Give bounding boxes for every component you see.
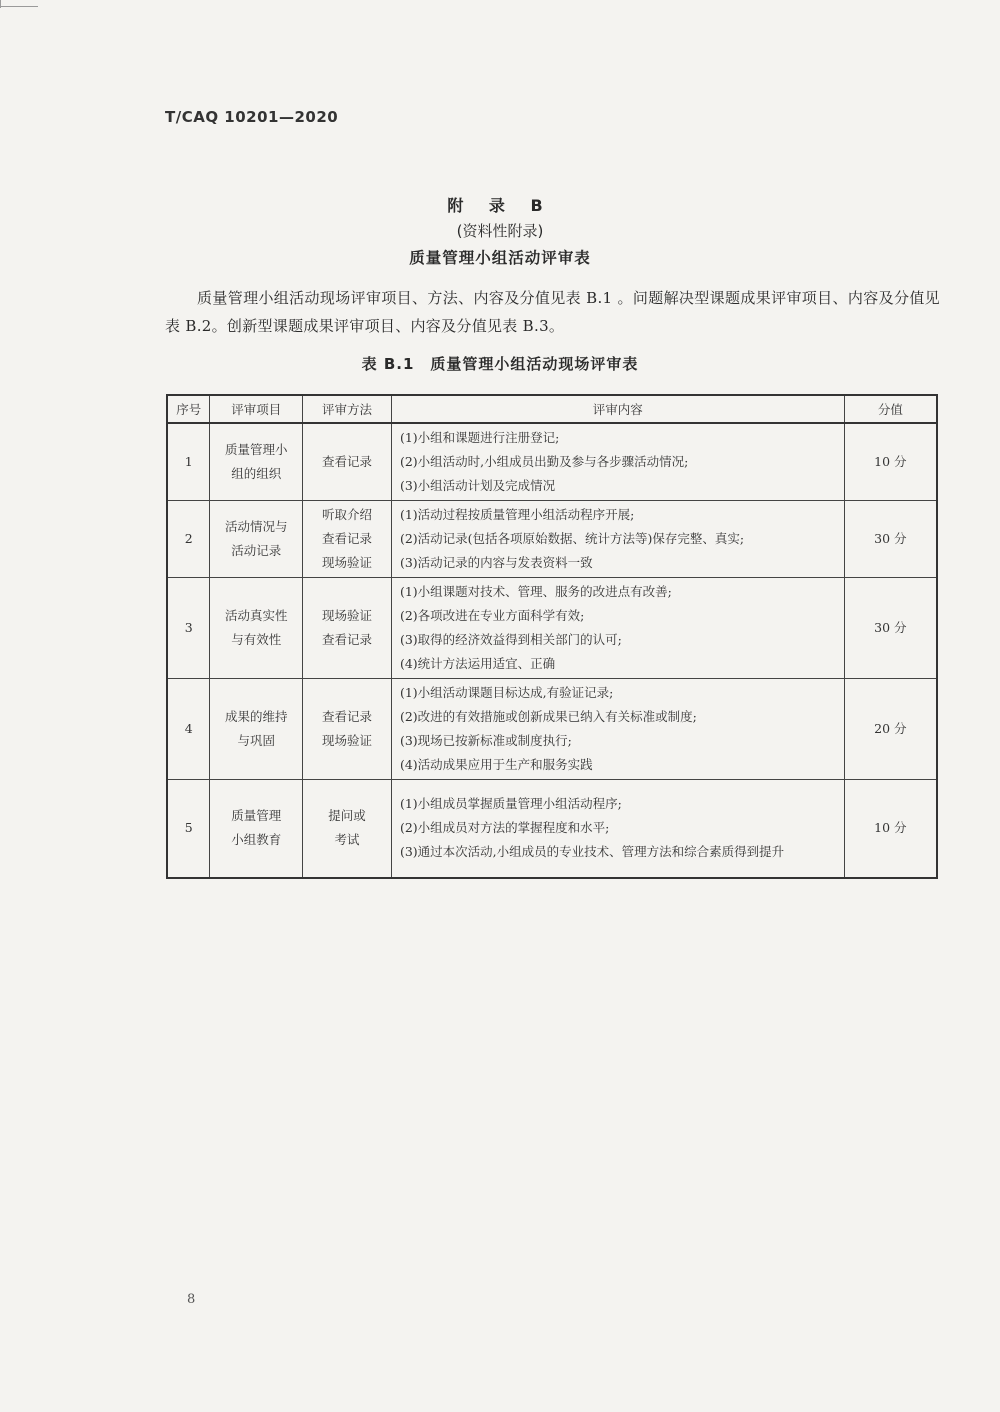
scan-corner-mark-vertical [0, 0, 1, 8]
row-method [303, 501, 392, 578]
row-item-line: 小组教育 [231, 832, 282, 848]
column-header-content: 评审内容 [391, 395, 844, 423]
column-header-method: 评审方法 [303, 395, 392, 423]
row-method-line: 查看记录 [322, 531, 373, 546]
table-row [167, 578, 937, 679]
content-line: (3)活动记录的内容与发表资料一致 [399, 555, 593, 570]
content-line: (1)小组和课题进行注册登记; [399, 430, 560, 445]
table-row [167, 780, 937, 878]
appendix-heading: 质量管理小组活动评审表 [409, 249, 591, 267]
row-score: 30 分 [844, 578, 937, 679]
row-item-line: 成果的维持 [225, 709, 288, 724]
content-line: (2)活动记录(包括各项原始数据、统计方法等)保存完整、真实; [399, 531, 745, 546]
content-line: (3)现场已按新标准或制度执行; [399, 733, 572, 748]
row-number: 1 [167, 423, 210, 501]
content-line: (2)小组成员对方法的掌握程度和水平; [399, 820, 610, 836]
row-number: 5 [167, 780, 210, 878]
table-row [167, 501, 937, 578]
row-item [210, 501, 303, 578]
content-line: (4)统计方法运用适宜、正确 [399, 656, 556, 671]
row-method [303, 423, 392, 501]
row-item-line: 活动记录 [231, 543, 282, 558]
row-item-line: 质量管理 [231, 808, 282, 824]
row-score: 30 分 [844, 501, 937, 578]
appendix-type: (资料性附录) [456, 222, 544, 240]
table-row [167, 679, 937, 780]
row-method-line: 考试 [334, 832, 360, 848]
row-item-line: 与巩固 [237, 733, 276, 748]
row-method-line: 查看记录 [322, 632, 373, 647]
row-item-line: 活动情况与 [225, 519, 288, 534]
row-item-line: 活动真实性 [225, 608, 288, 623]
content-line: (3)取得的经济效益得到相关部门的认可; [399, 632, 622, 647]
row-content [391, 423, 844, 501]
row-method [303, 679, 392, 780]
content-line: (2)小组活动时,小组成员出勤及参与各步骤活动情况; [399, 454, 689, 469]
row-score: 20 分 [844, 679, 937, 780]
intro-paragraph: 质量管理小组活动现场评审项目、方法、内容及分值见表 B.1 。问题解决型课题成果评审项目、内容及分值见表 B.2。创新型课题成果评审项目、内容及分值见表 B.3。 [165, 289, 940, 335]
row-score: 10 分 [844, 780, 937, 878]
row-item-line: 与有效性 [231, 632, 282, 647]
scan-corner-mark [0, 6, 38, 7]
table-row [167, 423, 937, 501]
row-method [303, 578, 392, 679]
content-line: (3)通过本次活动,小组成员的专业技术、管理方法和综合素质得到提升 [399, 844, 785, 860]
row-method-line: 提问或 [328, 808, 366, 824]
content-line: (1)小组课题对技术、管理、服务的改进点有改善; [399, 584, 672, 599]
row-number: 2 [167, 501, 210, 578]
row-score: 10 分 [844, 423, 937, 501]
row-number: 4 [167, 679, 210, 780]
appendix-title: 附 录 B [447, 196, 553, 215]
row-item [210, 780, 303, 878]
table-caption: 表 B.1 质量管理小组活动现场评审表 [361, 355, 639, 373]
row-method-line: 听取介绍 [322, 507, 373, 522]
content-line: (1)活动过程按质量管理小组活动程序开展; [399, 507, 635, 522]
content-line: (2)改进的有效措施或创新成果已纳入有关标准或制度; [399, 709, 697, 724]
row-number: 3 [167, 578, 210, 679]
row-content [391, 780, 844, 878]
content-line: (1)小组活动课题目标达成,有验证记录; [399, 685, 614, 700]
standard-code: T/CAQ 10201—2020 [165, 108, 339, 126]
evaluation-table [166, 394, 938, 879]
row-item-line: 质量管理小 [225, 442, 288, 457]
row-item [210, 578, 303, 679]
content-line: (3)小组活动计划及完成情况 [399, 478, 556, 493]
table-header-row [167, 395, 937, 423]
row-method-line: 查看记录 [322, 454, 373, 469]
row-method [303, 780, 392, 878]
row-item [210, 679, 303, 780]
column-header-item: 评审项目 [210, 395, 303, 423]
page-number: 8 [187, 1292, 196, 1307]
row-content [391, 679, 844, 780]
column-header-number: 序号 [167, 395, 210, 423]
row-method-line: 现场验证 [322, 555, 373, 570]
row-method-line: 查看记录 [322, 709, 373, 724]
row-method-line: 现场验证 [322, 733, 373, 748]
row-content [391, 501, 844, 578]
content-line: (4)活动成果应用于生产和服务实践 [399, 757, 593, 772]
row-item-line: 组的组织 [231, 466, 282, 481]
row-content [391, 578, 844, 679]
row-method-line: 现场验证 [322, 608, 373, 623]
row-item [210, 423, 303, 501]
content-line: (2)各项改进在专业方面科学有效; [399, 608, 585, 623]
content-line: (1)小组成员掌握质量管理小组活动程序; [399, 796, 622, 812]
column-header-score: 分值 [844, 395, 937, 423]
